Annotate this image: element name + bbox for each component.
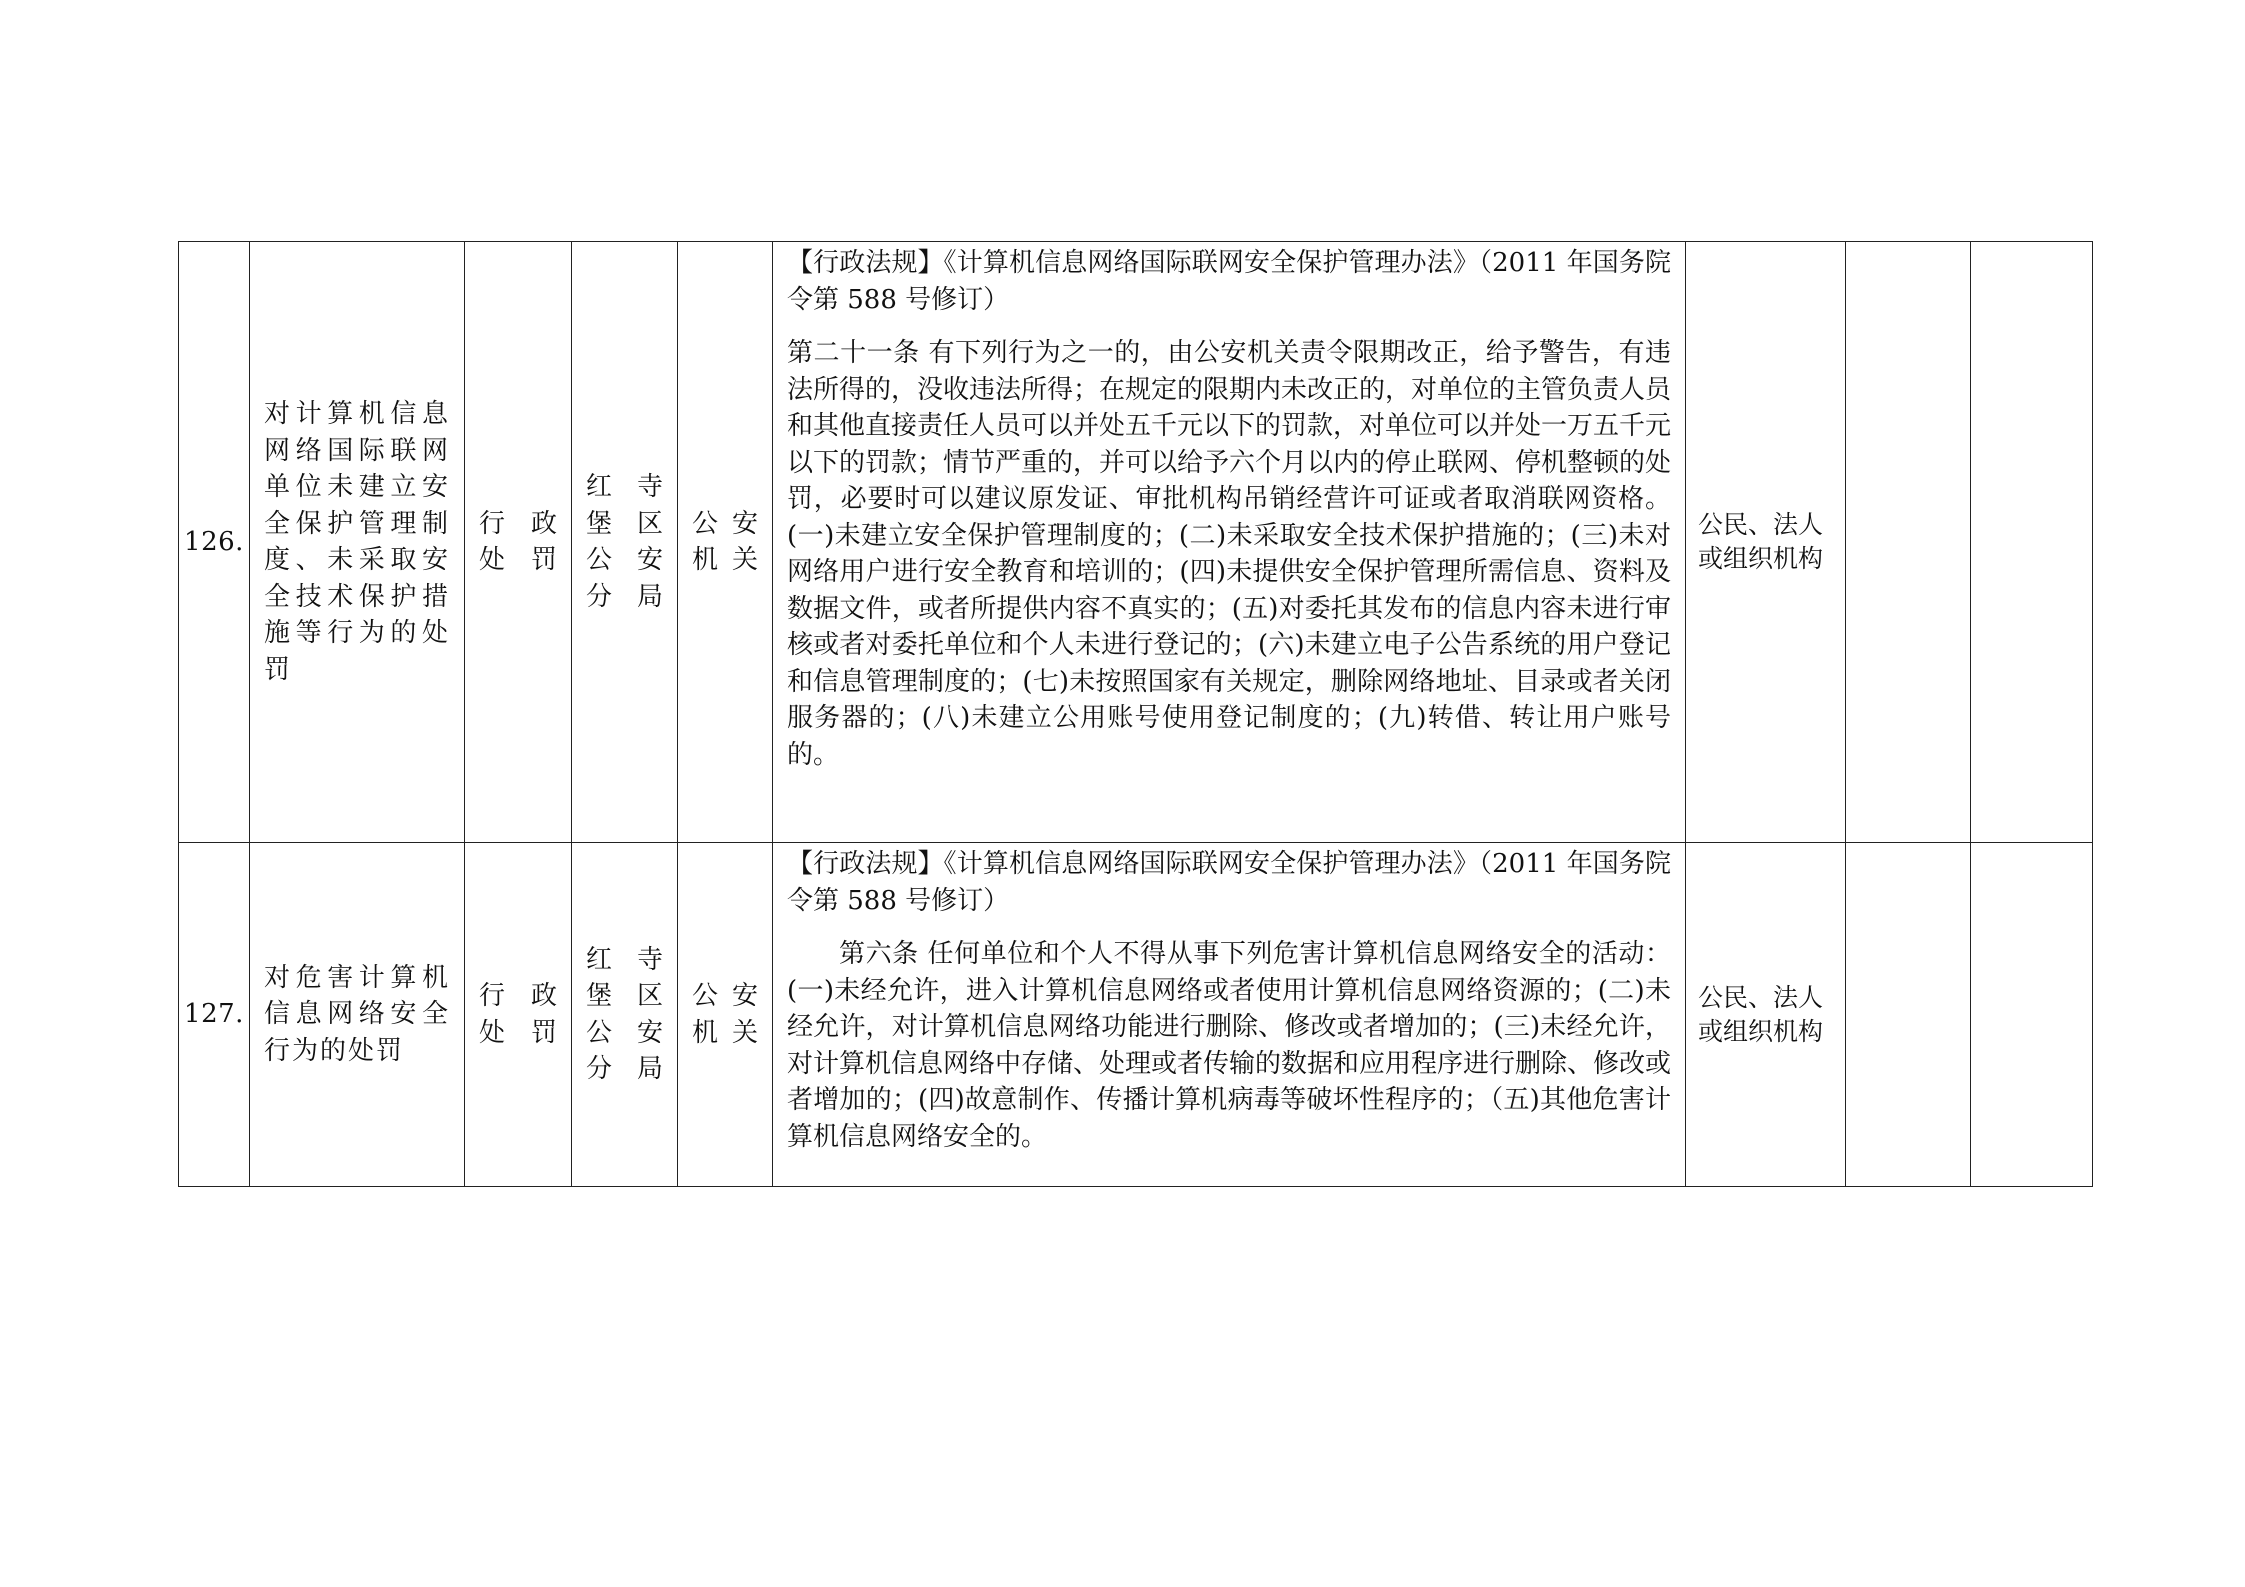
table-row bbox=[179, 843, 2093, 1187]
responsible-department: 红 寺 堡 区 公 安 分局 bbox=[572, 242, 678, 843]
empty-cell bbox=[1971, 843, 2093, 1187]
legal-basis bbox=[773, 843, 1686, 1187]
responsible-department: 红 寺 堡 区 公 安 分局 bbox=[572, 843, 678, 1187]
law-article: 第二十一条 有下列行为之一的，由公安机关责令限期改正，给予警告，有违法所得的，没收违法所得；在规定的限期内未改正的，对单位的主管负责人员和其他直接责任人员可以并处五千元以下的罚款，对单位可以并处一万五千元以下的罚款；情节严重的，并可以给予六个月以内的停止联网、停机整顿的处罚，必要时可以建议原发证、审批机构吊销经营许可证或者取消联网资格。(一)未建立安全保护管理制度的；(二)未采取安全技术保护措施的；(三)未对网络用户进行安全教育和培训的；(四)未提供安全保护管理所需信息、资料及数据文件，或者所提供内容不真实的；(五)对委托其发布的信息内容未进行审核或者对委托单位和个人未进行登记的；(六)未建立电子公告系统的用户登记和信息管理制度的；(七)未按照国家有关规定，删除网络地址、目录或者关闭服务器的；(八)未建立公用账号使用登记制度的；(九)转借、转让用户账号的。 bbox=[787, 338, 1672, 770]
table-row bbox=[179, 242, 2093, 843]
item-number: 127. bbox=[179, 843, 250, 1187]
implementing-agency: 公 安 机关 bbox=[678, 242, 773, 843]
target-subject: 公民、法人或组织机构 bbox=[1686, 242, 1846, 843]
item-name: 对危害计算机信息网络安全行为的处罚 bbox=[250, 843, 465, 1187]
law-article: 第六条 任何单位和个人不得从事下列危害计算机信息网络安全的活动：(一)未经允许，进入计算机信息网络或者使用计算机信息网络资源的；(二)未经允许，对计算机信息网络功能进行删除、修改或者增加的；(三)未经允许，对计算机信息网络中存储、处理或者传输的数据和应用程序进行删除、修改或者增加的；(四)故意制作、传播计算机病毒等破坏性程序的；（五)其他危害计算机信息网络安全的。 bbox=[787, 939, 1672, 1152]
law-citation: 【行政法规】《计算机信息网络国际联网安全保护管理办法》（2011 年国务院令第 588 号修订） bbox=[787, 248, 1671, 315]
empty-cell bbox=[1846, 843, 1971, 1187]
target-subject: 公民、法人或组织机构 bbox=[1686, 843, 1846, 1187]
power-list-table bbox=[178, 241, 2093, 1187]
power-type: 行政 处罚 bbox=[465, 843, 572, 1187]
implementing-agency: 公 安 机关 bbox=[678, 843, 773, 1187]
law-citation: 【行政法规】《计算机信息网络国际联网安全保护管理办法》（2011 年国务院令第 588 号修订） bbox=[787, 849, 1671, 916]
legal-basis bbox=[773, 242, 1686, 843]
power-type: 行 政 处罚 bbox=[465, 242, 572, 843]
empty-cell bbox=[1846, 242, 1971, 843]
empty-cell bbox=[1971, 242, 2093, 843]
item-number: 126. bbox=[179, 242, 250, 843]
item-name: 对计算机信息网络国际联网单位未建立安全保护管理制度、未采取安全技术保护措施等行为的处罚 bbox=[250, 242, 465, 843]
